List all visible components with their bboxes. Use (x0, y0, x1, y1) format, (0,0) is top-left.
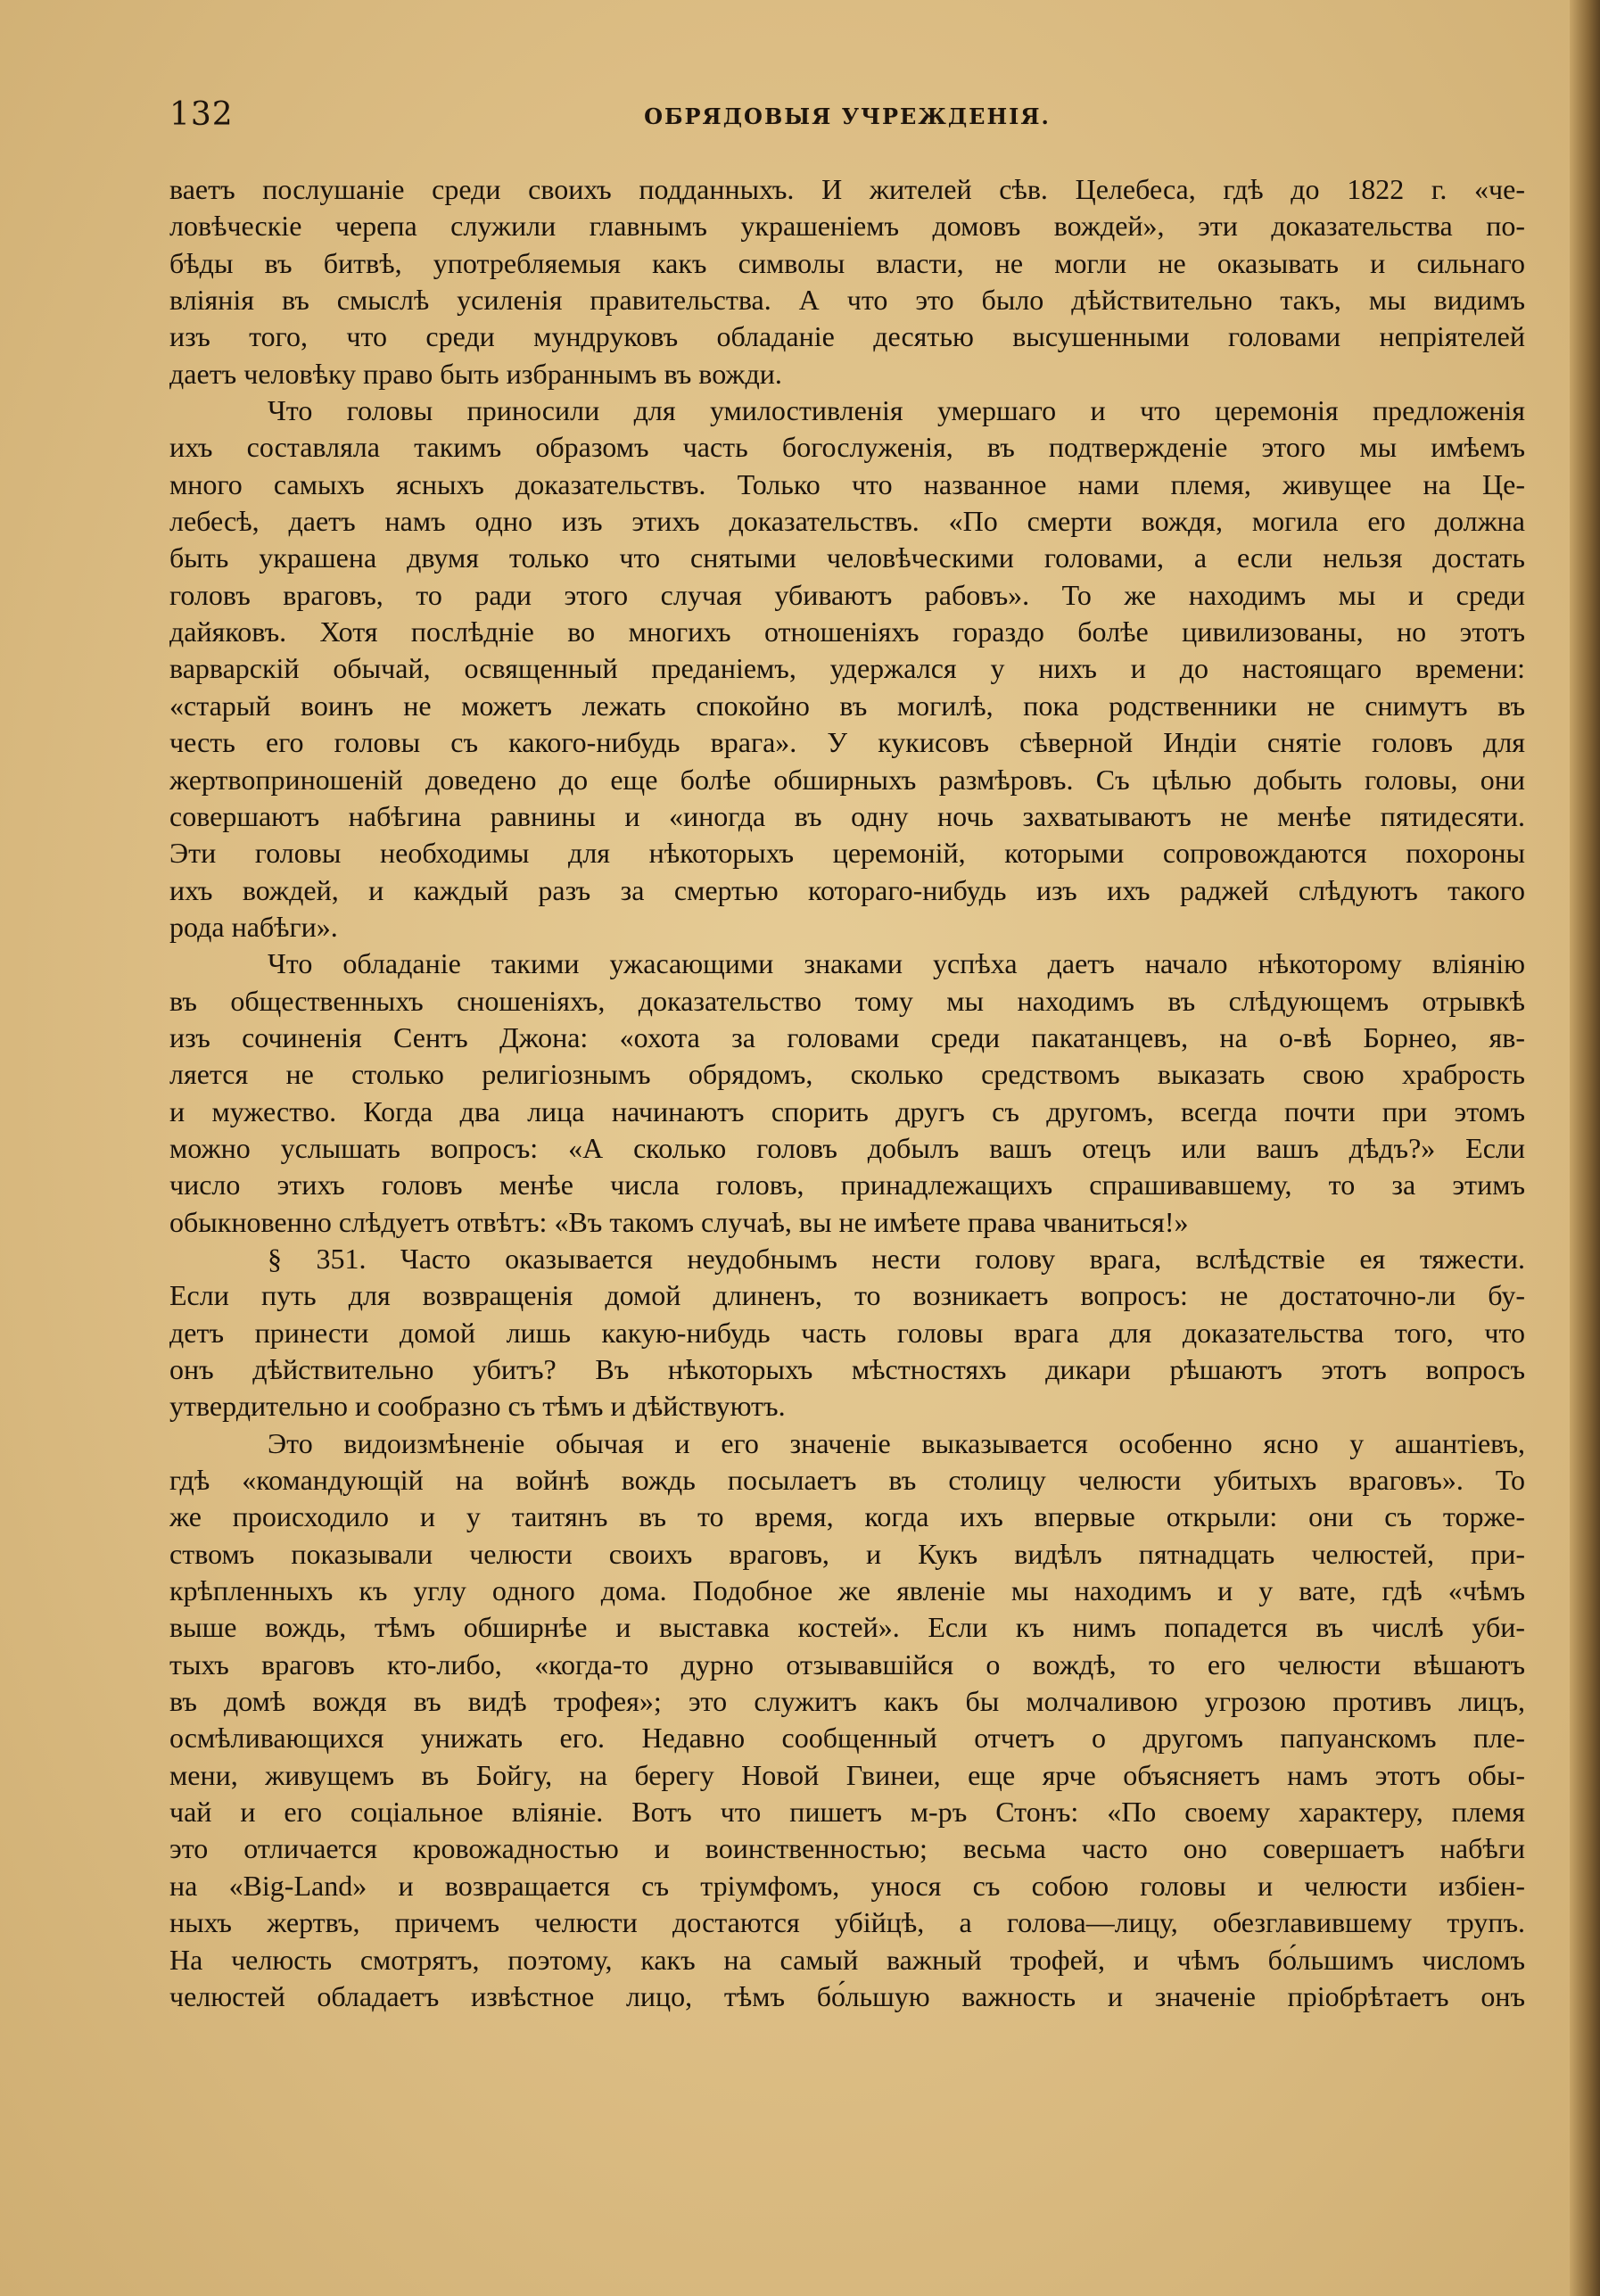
text-line: челюстей обладаетъ извѣстное лицо, тѣмъ бо́льшую важность и значеніе пріобрѣтаетъ онъ (169, 1979, 1525, 2012)
text-line: гдѣ «командующій на войнѣ вождь посылаетъ въ столицу челюсти убитыхъ враговъ». То (169, 1464, 1525, 1497)
text-line: на «Big-Land» и возвращается съ тріумфомъ, унося съ собою головы и челюсти избіен- (169, 1869, 1525, 1902)
text-line: Эти головы необходимы для нѣкоторыхъ церемоній, которыми сопровождаются похороны (169, 837, 1525, 870)
text-line: Что обладаніе такими ужасающими знаками успѣха даетъ начало нѣкоторому вліянію (268, 947, 1525, 980)
text-line: много самыхъ ясныхъ доказательствъ. Только что названное нами племя, живущее на Це- (169, 467, 1525, 500)
text-line: онъ дѣйствительно убитъ? Въ нѣкоторыхъ мѣстностяхъ дикари рѣшаютъ этотъ вопросъ (169, 1353, 1525, 1385)
text-line: совершаютъ набѣгина равнины и «иногда въ одну ночь захватываютъ не менѣе пятидесяти. (169, 799, 1525, 832)
text-line: На челюсть смотрятъ, поэтому, какъ на самый важный трофей, и чѣмъ бо́льшимъ числомъ (169, 1943, 1525, 1976)
text-line: § 351. Часто оказывается неудобнымъ нести голову врага, вслѣдствіе ея тяжести. (268, 1242, 1525, 1275)
text-line: утвердительно и сообразно съ тѣмъ и дѣйствуютъ. (169, 1390, 786, 1423)
running-title: ОБРЯДОВЫЯ УЧРЕЖДЕНІЯ. (644, 103, 1051, 129)
text-line: ловѣческіе черепа служили главнымъ украшеніемъ домовъ вождей», эти доказательства по- (169, 210, 1525, 243)
page-header (169, 96, 1525, 141)
text-line: число этихъ головъ менѣе числа головъ, принадлежащихъ спрашивавшему, то за этимъ (169, 1169, 1525, 1202)
text-line: это отличается кровожадностью и воинственностью; весьма часто оно совершаетъ набѣги (169, 1832, 1525, 1865)
text-line: жертвоприношеній доведено до еще болѣе обширныхъ размѣровъ. Съ цѣлью добыть головы, они (169, 763, 1525, 796)
text-line: ствомъ показывали челюсти своихъ враговъ, и Кукъ видѣлъ пятнадцать челюстей, при- (169, 1537, 1525, 1570)
text-line: Если путь для возвращенія домой длиненъ, то возникаетъ вопросъ: не достаточно-ли бу- (169, 1279, 1525, 1312)
text-line: быть украшена двумя только что снятыми человѣческими головами, а если нельзя достать (169, 541, 1525, 574)
text-line: Это видоизмѣненіе обычая и его значеніе выказывается особенно ясно у ашантіевъ, (268, 1426, 1525, 1459)
body-text (169, 171, 1525, 2015)
text-line: Что головы приносили для умилостивленія умершаго и что церемонія предложенія (268, 394, 1525, 427)
text-line: рода набѣги». (169, 910, 338, 943)
text-line: въ домѣ вождя въ видѣ трофея»; это служитъ какъ бы молчаливою угрозою противъ лицъ, (169, 1685, 1525, 1718)
text-line: въ общественныхъ сношеніяхъ, доказательство тому мы находимъ въ слѣдующемъ отрывкѣ (169, 984, 1525, 1017)
text-line: обыкновенно слѣдуетъ отвѣтъ: «Въ такомъ случаѣ, вы не имѣете права чваниться!» (169, 1205, 1189, 1238)
text-line: ныхъ жертвъ, причемъ челюсти достаются убійцѣ, а голова—лицу, обезглавившему трупъ. (169, 1906, 1525, 1939)
text-line: «старый воинъ не можетъ лежать спокойно въ могилѣ, пока родственники не снимутъ въ (169, 689, 1525, 722)
text-line: вліянія въ смыслѣ усиленія правительства. А что это было дѣйствительно такъ, мы видимъ (169, 284, 1525, 317)
text-line: головъ враговъ, то ради этого случая убиваютъ рабовъ». То же находимъ мы и среди (169, 578, 1525, 611)
text-line: лебесѣ, даетъ намъ одно изъ этихъ доказательствъ. «По смерти вождя, могила его должна (169, 505, 1525, 538)
text-line: ляется не столько религіознымъ обрядомъ, сколько средствомъ выказать свою храбрость (169, 1058, 1525, 1091)
text-line: варварскій обычай, освященный преданіемъ, удержался у нихъ и до настоящаго времени: (169, 652, 1525, 685)
text-line: изъ сочиненія Сентъ Джона: «охота за головами среди пакатанцевъ, на о-вѣ Борнео, яв- (169, 1020, 1525, 1053)
text-line: крѣпленныхъ къ углу одного дома. Подобное же явленіе мы находимъ и у вате, гдѣ «чѣмъ (169, 1574, 1525, 1607)
text-line: чай и его соціальное вліяніе. Вотъ что пишетъ м-ръ Стонъ: «По своему характеру, племя (169, 1796, 1525, 1829)
text-line: же происходило и у таитянъ въ то время, когда ихъ впервые открыли: они съ торже- (169, 1500, 1525, 1533)
page-number: 132 (169, 96, 234, 133)
text-line: мени, живущемъ въ Бойгу, на берегу Новой Гвинеи, еще ярче объясняетъ намъ этотъ обы- (169, 1758, 1525, 1791)
text-line: честь его головы съ какого-нибудь врага». У кукисовъ сѣверной Индіи снятіе головъ для (169, 726, 1525, 759)
text-line: ихъ вождей, и каждый разъ за смертью котораго-нибудь изъ ихъ раджей слѣдуютъ такого (169, 873, 1525, 906)
text-line: детъ принести домой лишь какую-нибудь часть головы врага для доказательства того, что (169, 1316, 1525, 1349)
text-line: можно услышать вопросъ: «А сколько головъ добылъ вашъ отецъ или вашъ дѣдъ?» Если (169, 1131, 1525, 1164)
text-line: даетъ человѣку право быть избраннымъ въ вожди. (169, 357, 782, 390)
text-line: и мужество. Когда два лица начинаютъ спорить другъ съ другомъ, всегда почти при этомъ (169, 1094, 1525, 1127)
text-line: выше вождь, тѣмъ обширнѣе и выставка костей». Если къ нимъ попадется въ числѣ уби- (169, 1611, 1525, 1644)
page-gutter-edge (1570, 0, 1600, 2296)
text-line: осмѣливающихся унижать его. Недавно сообщенный отчетъ о другомъ папуанскомъ пле- (169, 1722, 1525, 1755)
text-line: дайяковъ. Хотя послѣдніе во многихъ отношеніяхъ гораздо болѣе цивилизованы, но этотъ (169, 615, 1525, 648)
text-line: ихъ составляла такимъ образомъ часть богослуженія, въ подтвержденіе этого мы имѣемъ (169, 431, 1525, 464)
text-line: тыхъ враговъ кто-либо, «когда-то дурно отзывавшійся о вождѣ, то его челюсти вѣшаютъ (169, 1648, 1525, 1681)
text-line: изъ того, что среди мундруковъ обладаніе десятью высушенными головами непріятелей (169, 320, 1525, 353)
text-line: ваетъ послушаніе среди своихъ подданныхъ. И жителей сѣв. Целебеса, гдѣ до 1822 г. «че- (169, 173, 1525, 205)
text-line: бѣды въ битвѣ, употребляемыя какъ символы власти, не могли не оказывать и сильнаго (169, 246, 1525, 279)
